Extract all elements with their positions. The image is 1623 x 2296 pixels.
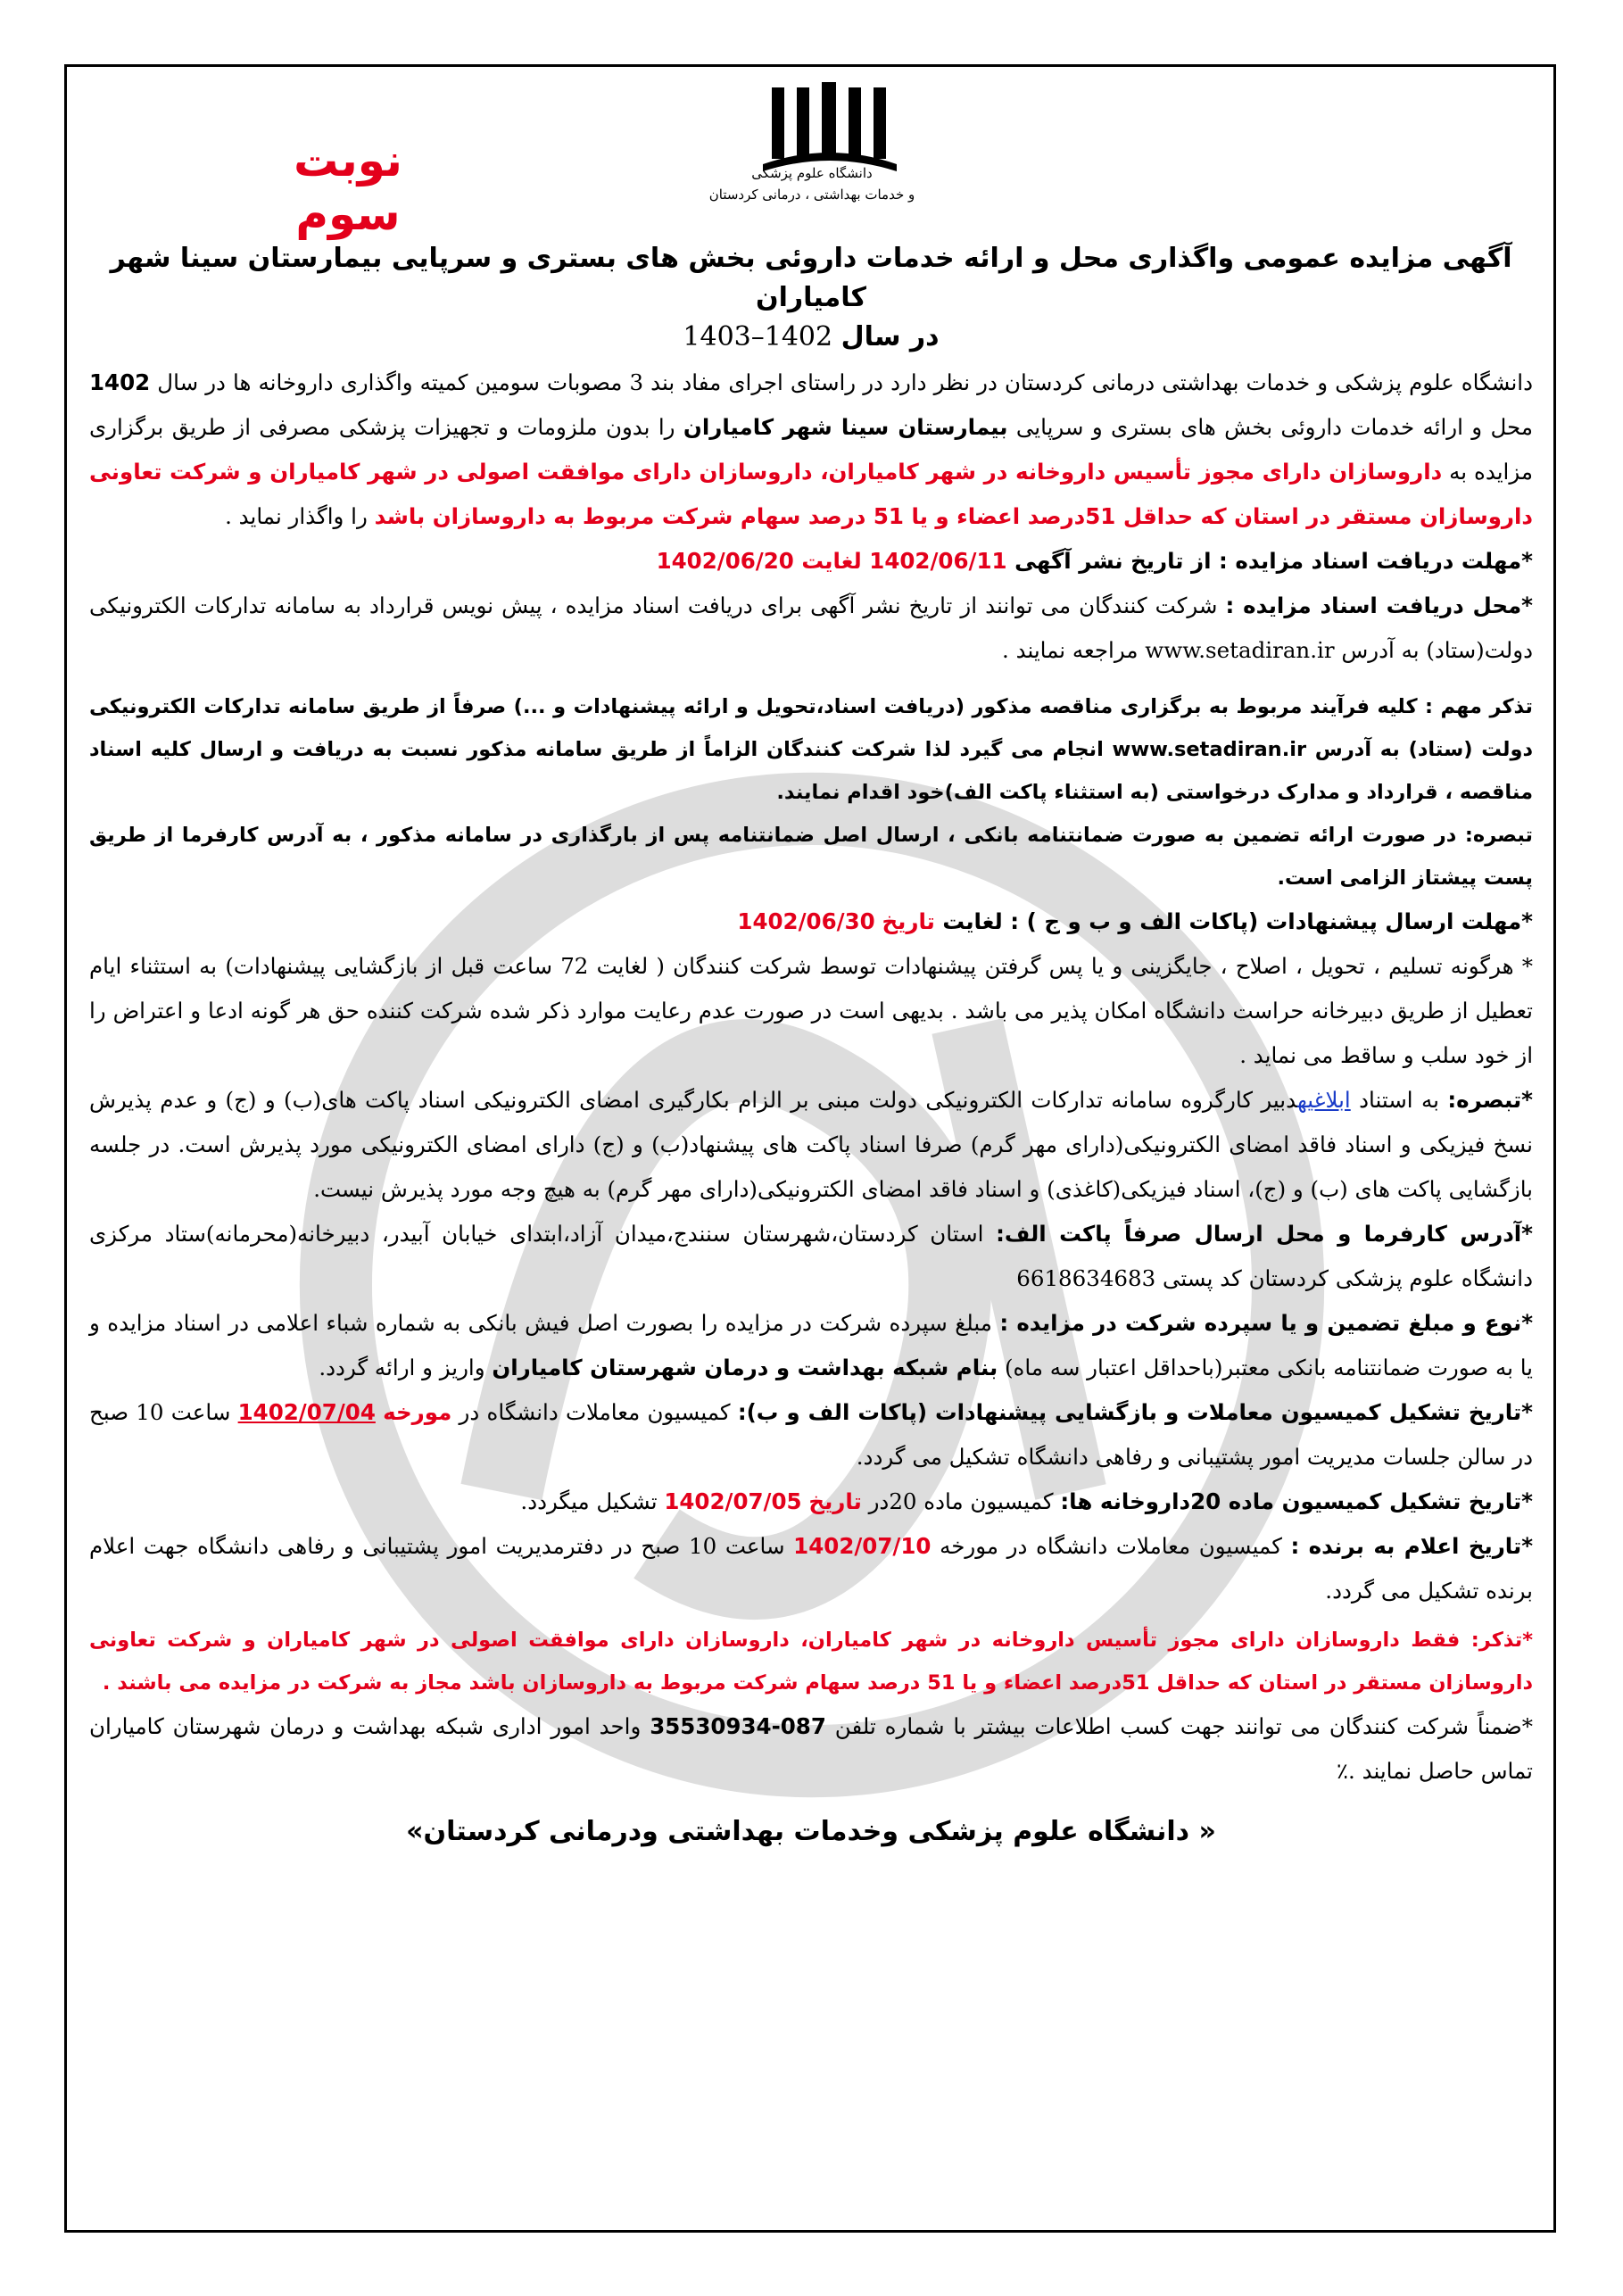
logo-line-2: و خدمات بهداشتی ، درمانی کردستان: [708, 186, 915, 203]
employer-address-label: *آدرس کارفرما و محل ارسال صرفاً پاکت الف:: [996, 1221, 1533, 1247]
article20-label: *تاریخ تشکیل کمیسیون ماده 20داروخانه ها:: [1060, 1488, 1533, 1514]
docs-place: [89, 584, 1533, 673]
docs-deadline-to-word: لغایت: [793, 548, 870, 574]
intro-text-2: محل و ارائه خدمات داروئی بخش های بستری و سرپایی: [1007, 414, 1533, 440]
contact-text: *ضمناً شرکت کنندگان می توانند جهت کسب اطلاعات بیشتر با شماره تلفن: [825, 1713, 1533, 1739]
signature-note-text-1: به استناد: [1350, 1087, 1448, 1113]
signature-note-text-2: دبیر کارگروه سامانه تدارکات الکترونیکی دولت مبنی بر الزام بکارگیری امضای الکترونیکی اسناد پاکت های(ب) و (ج) و عدم پذیرش نسخ فیزیکی و اسناد فاقد امضای الکترونیکی(دارای مهر گرم) صرفا اسناد پاکت های پیشنهاد(ب) و (ج) دارای امضای الکترونیکی مورد پذیرش است. در جلسه بازگشایی پاکت های (ب) و (ج)، اسناد فیزیکی(کاغذی) و اسناد فاقد امضای الکترونیکی(دارای مهر گرم) به هیچ وجه مورد پذیرش نیست.: [89, 1087, 1533, 1202]
intro-text-3: را بدون ملزومات و تجهیزات پزشکی مصرفی از طریق برگزاری مزایده به: [89, 414, 1533, 485]
setad-url[interactable]: www.setadiran.ir: [1145, 637, 1335, 663]
commission-opening: [89, 1390, 1533, 1480]
contact-paragraph: [89, 1704, 1533, 1794]
article20-date: 1402/07/05: [664, 1488, 802, 1514]
intro-text-4: را واگذار نماید .: [225, 503, 375, 529]
footer-signature: « دانشگاه علوم پزشکی وخدمات بهداشتی ودرمانی کردستان»: [406, 1816, 1216, 1847]
intro-eligibility: داروسازان دارای مجوز تأسیس داروخانه در شهر کامیاران، داروسازان دارای موافقت اصولی در شهر کامیاران و شرکت تعاونی داروسازان مستقر در استان که حداقل 51درصد اعضاء و یا 51 درصد سهام شرکت مربوط به داروسازان باشد: [89, 459, 1533, 529]
winner-date: 1402/07/10: [793, 1533, 932, 1559]
article20-word: تاریخ: [808, 1488, 862, 1514]
logo-line-1: دانشگاه علوم پزشکی: [751, 165, 873, 181]
commission-opening-date: 1402/07/04: [237, 1399, 376, 1425]
guarantee-beneficiary: بنام شبکه بهداشت و درمان شهرستان کامیاران: [492, 1355, 998, 1380]
important-note-text-2: انجام می گیرد لذا شرکت کنندگان الزاماً از طریق سامانه مذکور نسبت به دریافت و ارسال کلیه اسناد مناقصه ، قرارداد و مدارک درخواستی (به استثناء پاکت الف)خود اقدام نمایند.: [89, 738, 1533, 804]
final-note: [89, 1619, 1533, 1704]
offers-deadline-label: *مهلت ارسال پیشنهادات (پاکات الف و ب و ج ) : لغایت: [934, 908, 1533, 934]
winner-announcement: [89, 1524, 1533, 1613]
directive-link[interactable]: ابلاغیه: [1296, 1087, 1351, 1113]
docs-deadline: [89, 539, 1533, 584]
guarantee-amount-label: *نوع و مبلغ تضمین و یا سپرده شرکت در مزایده :: [999, 1310, 1534, 1336]
contact-phone: 087-35530934: [650, 1713, 826, 1739]
turn-label: نوبت سوم: [294, 135, 402, 240]
docs-place-text: شرکت کنندگان می توانند از تاریخ نشر آگهی برای دریافت اسناد مزایده ، پیش نویس قرارداد به سامانه تدارکات الکترونیکی دولت(ستاد) به آدرس: [89, 593, 1533, 663]
setad-url-2[interactable]: www.setadiran.ir: [1112, 738, 1307, 761]
guarantee-amount-text-2: واریز و ارائه گردد.: [319, 1355, 493, 1380]
intro-text-1: دانشگاه علوم پزشکی و خدمات بهداشتی درمانی کردستان در نظر دارد در راستای اجرای مفاد بند 3 مصوبات سومین کمیته واگذاری داروخانه ها در سال: [150, 369, 1534, 395]
important-note-text: تذکر مهم : کلیه فرآیند مربوط به برگزاری مناقصه مذکور (دریافت اسناد،تحویل و ارائه پیشنهادات و ...) صرفاً از طریق سامانه تدارکات الکترونیکی دولت (ستاد) به آدرس: [89, 695, 1534, 761]
offers-deadline-date: 1402/06/30: [737, 908, 875, 934]
commission-opening-label: *تاریخ تشکیل کمیسیون معاملات و بازگشایی پیشنهادات (پاکات الف و ب):: [737, 1399, 1533, 1425]
intro-year: 1402: [89, 369, 151, 395]
employer-address: [89, 1212, 1533, 1301]
logo-caption: [678, 162, 946, 205]
article20-text: کمیسیون ماده 20در: [861, 1488, 1061, 1514]
year-range: 1403–1402: [683, 321, 833, 352]
offers-deadline-word: تاریخ: [882, 908, 935, 934]
article20-text-2: تشکیل میگردد.: [520, 1488, 665, 1514]
offers-deadline: [89, 899, 1533, 944]
final-note-text: *تذکر: فقط داروسازان دارای مجوز تأسیس داروخانه در شهر کامیاران، داروسازان دارای موافقت اصولی در شهر کامیاران و شرکت تعاونی داروسازان مستقر در استان که حداقل 51درصد اعضاء و یا 51 درصد سهام شرکت مربوط به داروسازان باشد مجاز به شرکت در مزایده می باشند .: [89, 1629, 1533, 1695]
commission-opening-word: مورخه: [383, 1399, 452, 1425]
docs-deadline-to: 1402/06/20: [656, 548, 794, 574]
contact-text-2: واحد امور اداری شبکه بهداشت و درمان شهرستان کامیاران تماس حاصل نمایند .٪: [89, 1713, 1533, 1784]
signature-note-label: *تبصره:: [1447, 1087, 1533, 1113]
winner-label: *تاریخ اعلام به برنده :: [1290, 1533, 1534, 1559]
article20-commission: [89, 1480, 1533, 1524]
docs-deadline-label: *مهلت دریافت اسناد مزایده : از تاریخ نشر آگهی: [1006, 548, 1533, 574]
signature-note: [89, 1078, 1533, 1212]
docs-place-text-2: مراجعه نمایند .: [1002, 637, 1146, 663]
guarantee-amount: [89, 1301, 1533, 1390]
docs-place-label: *محل دریافت اسناد مزایده :: [1225, 593, 1533, 618]
postal-code: 6618634683: [1016, 1265, 1156, 1291]
guarantee-amount-text: مبلغ سپرده شرکت در مزایده را بصورت اصل فیش بانکی به شماره شباء اعلامی در اسناد مزایده و یا به صورت ضمانتنامه بانکی معتبر(باحداقل اعتبار سه ماه): [89, 1310, 1533, 1380]
winner-text: کمیسیون معاملات دانشگاه در مورخه: [931, 1533, 1291, 1559]
docs-deadline-from: 1402/06/11: [869, 548, 1007, 574]
year-prefix: در سال: [840, 321, 940, 352]
winner-text-2: ساعت 10 صبح در دفترمدیریت امور پشتیبانی و رفاهی دانشگاه جهت اعلام برنده تشکیل می گردد.: [89, 1533, 1533, 1604]
employer-address-text: استان کردستان،شهرستان سنندج،میدان آزاد،ابتدای خیابان آبیدر، دبیرخانه(محرمانه)ستاد مرکزی دانشگاه علوم پزشکی کردستان کد پستی: [89, 1221, 1533, 1291]
commission-opening-text-2: ساعت 10 صبح در سالن جلسات مدیریت امور پشتیبانی و رفاهی دانشگاه تشکیل می گردد.: [89, 1399, 1533, 1470]
announcement-title: آگهی مزایده عمومی واگذاری محل و ارائه خدمات داروئی بخش های بستری و سرپایی بیمارستان سینا شهر کامیاران: [110, 243, 1512, 313]
intro-paragraph: [89, 361, 1533, 539]
announcement-year: [89, 318, 1533, 357]
commission-opening-text: کمیسیون معاملات دانشگاه در: [451, 1399, 738, 1425]
intro-hospital: بیمارستان سینا شهر کامیاران: [683, 414, 1008, 440]
announcement-body: [89, 239, 1533, 1854]
guarantee-note: تبصره: در صورت ارائه تضمین به صورت ضمانتنامه بانکی ، ارسال اصل ضمانتنامه پس از بارگذاری در سامانه مذکور ، به آدرس کارفرما از طریق پست پیشتاز الزامی است.: [89, 824, 1533, 890]
important-note: [89, 685, 1533, 814]
delivery-paragraph: * هرگونه تسلیم ، تحویل ، اصلاح ، جایگزینی و یا پس گرفتن پیشنهادات توسط شرکت کنندگان ( لغایت 72 ساعت قبل از بازگشایی پیشنهادات) به استثناء ایام تعطیل از طریق دبیرخانه حراست دانشگاه امکان پذیر می باشد . بدیهی است در صورت عدم رعایت موارد ذکر شده شرکت کننده حق هر گونه ادعا و اعتراض را از خود سلب و ساقط می نماید .: [89, 953, 1533, 1068]
